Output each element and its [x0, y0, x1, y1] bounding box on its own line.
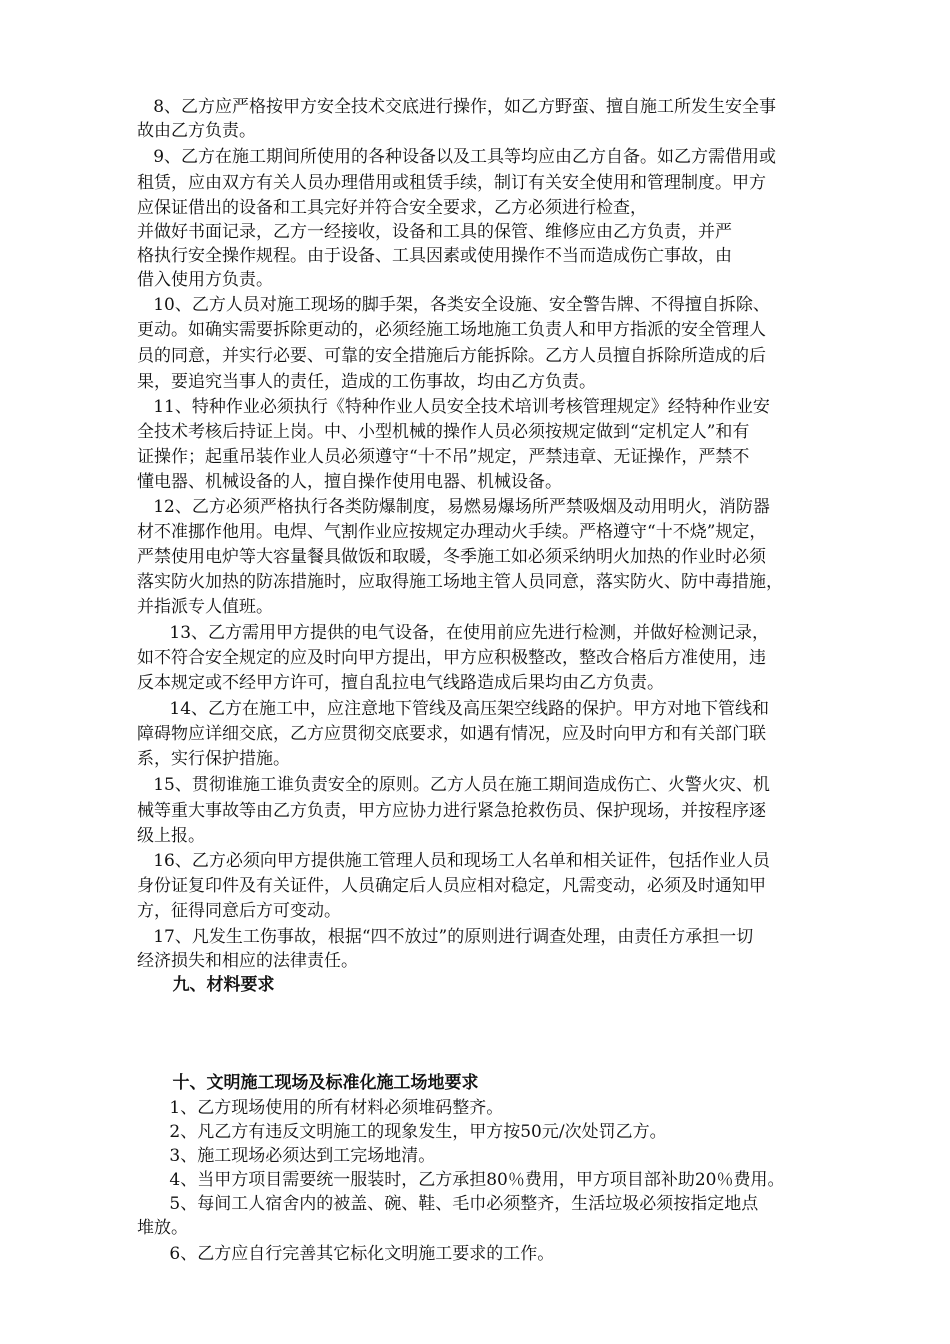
text-line: 并指派专人值班。	[137, 597, 273, 617]
text-line: 17、凡发生工伤事故，根据“四不放过”的原则进行调查处理，由责任方承担一切	[137, 927, 754, 947]
text-line: 材不准挪作他用。电焊、气割作业应按规定办理动火手续。严格遵守“十不烧”规定，	[137, 522, 767, 542]
text-line: 故由乙方负责。	[137, 121, 256, 141]
text-line: 方，征得同意后方可变动。	[137, 901, 341, 921]
text-line: 13、乙方需用甲方提供的电气设备，在使用前应先进行检测，并做好检测记录，	[137, 623, 770, 643]
text-line: 格执行安全操作规程。由于设备、工具因素或使用操作不当而造成伤亡事故，由	[137, 246, 732, 266]
text-line: 1、乙方现场使用的所有材料必须堆码整齐。	[137, 1098, 504, 1118]
text-line: 15、贯彻谁施工谁负责安全的原则。乙方人员在施工期间造成伤亡、火警火灾、机	[137, 775, 770, 795]
text-line: 级上报。	[137, 826, 205, 846]
text-line: 障碍物应详细交底，乙方应贯彻交底要求，如遇有情况，应及时向甲方和有关部门联	[137, 724, 766, 744]
text-line: 系，实行保护措施。	[137, 749, 290, 769]
text-line: 反本规定或不经甲方许可，擅自乱拉电气线路造成后果均由乙方负责。	[137, 673, 664, 693]
text-line: 4、当甲方项目需要统一服装时，乙方承担80％费用，甲方项目部补助20％费用。	[137, 1170, 785, 1190]
text-line: 械等重大事故等由乙方负责，甲方应协力进行紧急抢救伤员、保护现场，并按程序逐	[137, 801, 766, 821]
text-line: 应保证借出的设备和工具完好并符合安全要求，乙方必须进行检查，	[137, 198, 647, 218]
text-line: 5、每间工人宿舍内的被盖、碗、鞋、毛巾必须整齐，生活垃圾必须按指定地点	[137, 1194, 759, 1214]
text-line: 租赁，应由双方有关人员办理借用或租赁手续，制订有关安全使用和管理制度。甲方	[137, 173, 766, 193]
text-line: 懂电器、机械设备的人，擅自操作使用电器、机械设备。	[137, 472, 562, 492]
text-line: 12、乙方必须严格执行各类防爆制度，易燃易爆场所严禁吸烟及动用明火，消防器	[137, 497, 770, 517]
text-line: 借入使用方负责。	[137, 270, 273, 290]
text-line: 果，要追究当事人的责任，造成的工伤事故，均由乙方负责。	[137, 372, 596, 392]
section-heading-civilized-construction: 十、文明施工现场及标准化施工场地要求	[137, 1073, 479, 1093]
text-line: 严禁使用电炉等大容量餐具做饭和取暖，冬季施工如必须采纳明火加热的作业时必须	[137, 547, 766, 567]
text-line: 14、乙方在施工中，应注意地下管线及高压架空线路的保护。甲方对地下管线和	[137, 699, 770, 719]
text-line: 经济损失和相应的法律责任。	[137, 951, 358, 971]
text-line: 16、乙方必须向甲方提供施工管理人员和现场工人名单和相关证件，包括作业人员	[137, 851, 770, 871]
text-line: 3、施工现场必须达到工完场地清。	[137, 1146, 436, 1166]
text-line: 9、乙方在施工期间所使用的各种设备以及工具等均应由乙方自备。如乙方需借用或	[137, 147, 777, 167]
text-line: 身份证复印件及有关证件，人员确定后人员应相对稳定，凡需变动，必须及时通知甲	[137, 876, 766, 896]
text-line: 全技术考核后持证上岗。中、小型机械的操作人员必须按规定做到“定机定人”和有	[137, 422, 750, 442]
text-line: 员的同意，并实行必要、可靠的安全措施后方能拆除。乙方人员擅自拆除所造成的后	[137, 346, 766, 366]
text-line: 11、特种作业必须执行《特种作业人员安全技术培训考核管理规定》经特种作业安	[137, 397, 770, 417]
text-line: 证操作；起重吊装作业人员必须遵守“十不吊”规定，严禁违章、无证操作，严禁不	[137, 447, 750, 467]
text-line: 10、乙方人员对施工现场的脚手架，各类安全设施、安全警告牌、不得擅自拆除、	[137, 295, 770, 315]
text-line: 2、凡乙方有违反文明施工的现象发生，甲方按50元/次处罚乙方。	[137, 1122, 667, 1142]
text-line: 8、乙方应严格按甲方安全技术交底进行操作，如乙方野蛮、擅自施工所发生安全事	[137, 97, 777, 117]
text-line: 堆放。	[137, 1218, 188, 1238]
section-heading-materials: 九、材料要求	[137, 975, 275, 995]
text-line: 并做好书面记录，乙方一经接收，设备和工具的保管、维修应由乙方负责，并严	[137, 222, 732, 242]
text-line: 如不符合安全规定的应及时向甲方提出，甲方应积极整改，整改合格后方准使用，违	[137, 648, 766, 668]
text-line: 落实防火加热的防冻措施时，应取得施工场地主管人员同意，落实防火、防中毒措施，	[137, 572, 783, 592]
text-line: 6、乙方应自行完善其它标化文明施工要求的工作。	[137, 1244, 555, 1264]
text-line: 更动。如确实需要拆除更动的，必须经施工场地施工负责人和甲方指派的安全管理人	[137, 320, 766, 340]
